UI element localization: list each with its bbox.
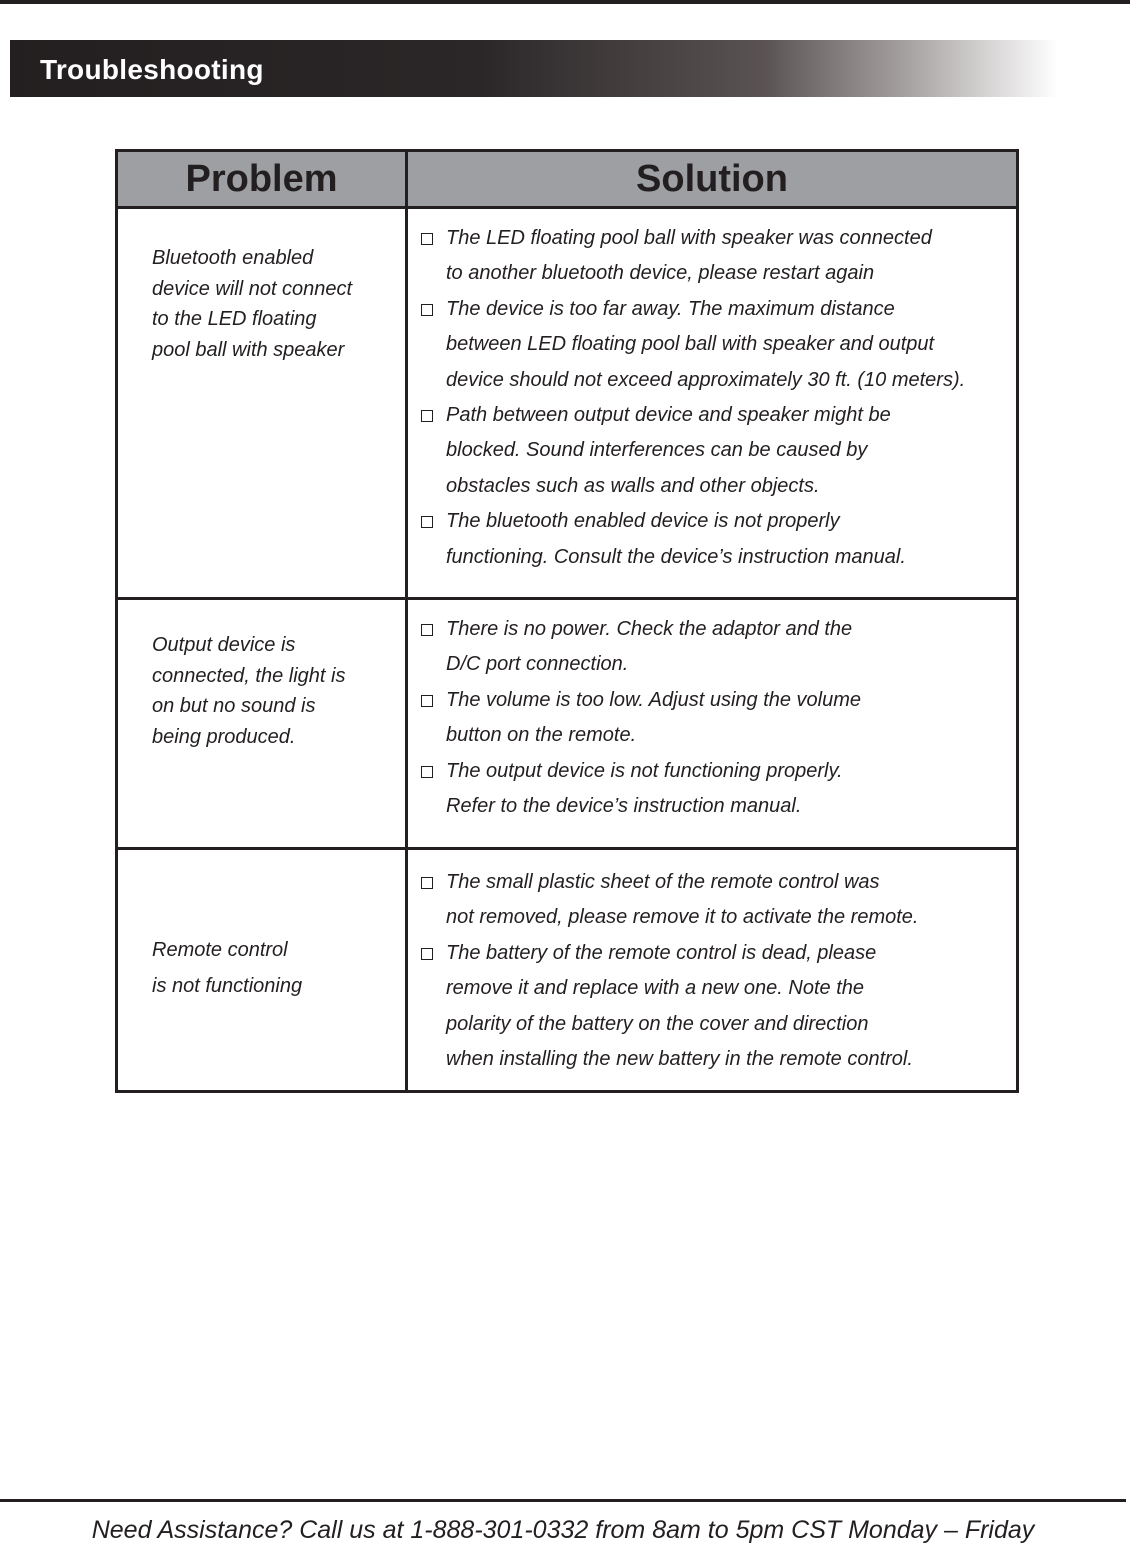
problem-text xyxy=(118,850,405,1004)
solution-line: The bluetooth enabled device is not properly xyxy=(446,510,840,533)
table-row xyxy=(117,849,1018,1092)
solution-line: The volume is too low. Adjust using the volume xyxy=(446,688,862,711)
solution-item xyxy=(446,221,1006,292)
solution-item xyxy=(446,398,1006,504)
solution-item xyxy=(446,292,1006,398)
solution-item xyxy=(446,612,1006,683)
solution-line: functioning. Consult the device’s instruction manual. xyxy=(446,545,906,568)
problem-cell xyxy=(117,599,407,849)
problem-text xyxy=(118,600,405,752)
problem-line: on but no sound is xyxy=(152,695,316,717)
solution-line: The small plastic sheet of the remote control was xyxy=(446,871,880,893)
header-solution: Solution xyxy=(407,151,1018,208)
solution-line: D/C port connection. xyxy=(446,653,629,676)
solution-line: The output device is not functioning properly. xyxy=(446,759,843,782)
solution-line: polarity of the battery on the cover and direction xyxy=(446,1012,869,1035)
solution-list xyxy=(408,850,1016,1077)
top-rule xyxy=(0,0,1130,4)
problem-line: is not functioning xyxy=(152,975,303,997)
solution-cell xyxy=(407,849,1018,1092)
solution-cell xyxy=(407,599,1018,849)
solution-line: between LED floating pool ball with speaker and output xyxy=(446,333,935,356)
checkbox-square-icon xyxy=(421,410,433,422)
table-row xyxy=(117,208,1018,599)
bottom-rule xyxy=(0,1499,1126,1502)
solution-line: blocked. Sound interferences can be caused by xyxy=(446,439,868,462)
solution-line: obstacles such as walls and other objects. xyxy=(446,474,820,497)
solution-line: when installing the new battery in the remote control. xyxy=(446,1048,913,1071)
problem-line: to the LED floating xyxy=(152,308,317,330)
table-header-row xyxy=(117,151,1018,208)
footer-assistance: Need Assistance? Call us at 1-888-301-0332 from 8am to 5pm CST Monday – Friday xyxy=(91,1516,1035,1544)
solution-line: Path between output device and speaker might be xyxy=(446,404,891,427)
checkbox-square-icon xyxy=(421,948,433,960)
section-banner xyxy=(10,40,1058,97)
checkbox-square-icon xyxy=(421,233,433,245)
solution-item xyxy=(446,754,1006,825)
solution-line: remove it and replace with a new one. Note the xyxy=(446,977,865,1000)
table-row xyxy=(117,599,1018,849)
solution-line: Refer to the device’s instruction manual. xyxy=(446,795,802,818)
problem-line: pool ball with speaker xyxy=(152,338,345,361)
problem-line: being produced. xyxy=(152,725,296,748)
solution-line: to another bluetooth device, please restart again xyxy=(446,262,875,285)
checkbox-square-icon xyxy=(421,624,433,636)
checkbox-square-icon xyxy=(421,516,433,528)
solution-line: device should not exceed approximately 30 ft. (10 meters). xyxy=(446,368,966,391)
header-problem: Problem xyxy=(117,151,407,208)
problem-line: Remote control xyxy=(152,939,288,961)
problem-line: Bluetooth enabled xyxy=(152,247,314,269)
problem-line: Output device is xyxy=(152,634,296,656)
problem-line: connected, the light is xyxy=(152,664,346,687)
solution-line: There is no power. Check the adaptor and the xyxy=(446,618,853,640)
solution-line: The device is too far away. The maximum distance xyxy=(446,297,895,320)
solution-list xyxy=(408,600,1016,824)
solution-cell xyxy=(407,208,1018,599)
solution-list xyxy=(408,209,1016,575)
checkbox-square-icon xyxy=(421,695,433,707)
checkbox-square-icon xyxy=(421,304,433,316)
checkbox-square-icon xyxy=(421,766,433,778)
solution-line: The LED floating pool ball with speaker was connected xyxy=(446,227,932,249)
problem-text xyxy=(118,209,405,365)
solution-item xyxy=(446,504,1006,575)
problem-cell xyxy=(117,208,407,599)
troubleshooting-table xyxy=(115,149,1019,1093)
checkbox-square-icon xyxy=(421,877,433,889)
solution-item xyxy=(446,683,1006,754)
solution-item xyxy=(446,865,1006,936)
solution-line: not removed, please remove it to activate the remote. xyxy=(446,906,919,929)
section-title: Troubleshooting xyxy=(40,54,264,85)
solution-line: The battery of the remote control is dead, please xyxy=(446,941,877,964)
problem-cell xyxy=(117,849,407,1092)
solution-item xyxy=(446,936,1006,1078)
solution-line: button on the remote. xyxy=(446,724,637,747)
problem-line: device will not connect xyxy=(152,277,353,300)
